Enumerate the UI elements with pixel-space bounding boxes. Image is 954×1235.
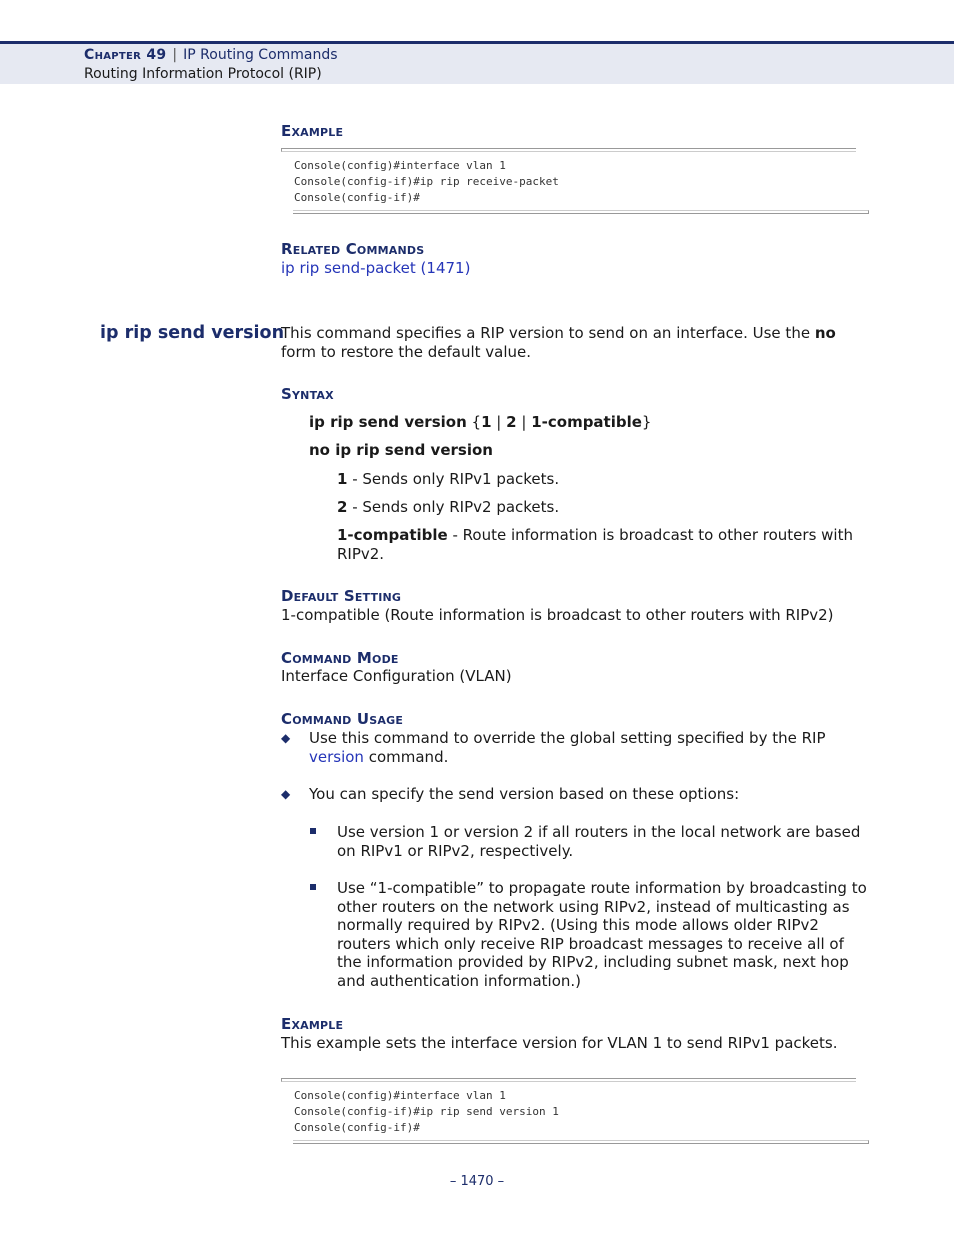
related-command-link[interactable]: ip rip send-packet (1471) [281, 259, 471, 277]
brace-open: { [471, 413, 482, 431]
diamond-bullet-icon: ◆ [281, 731, 291, 745]
code-top-border [281, 1078, 856, 1082]
page-header [0, 41, 954, 84]
command-mode-text: Interface Configuration (VLAN) [281, 667, 512, 685]
param-term: 1 [337, 470, 348, 488]
param-desc: - Sends only RIPv1 packets. [347, 470, 560, 488]
syntax-opt-2: 2 [506, 413, 517, 431]
command-mode-heading: Command Mode [281, 649, 399, 667]
usage-bullet-2: You can specify the send version based on these options: [309, 785, 740, 803]
param-desc: - Route information is broadcast to other routers with RIPv2. [337, 526, 853, 563]
version-link[interactable]: version [309, 747, 364, 766]
example-heading-1: Example [281, 122, 344, 140]
syntax-bar: | [496, 413, 502, 431]
chapter-label: Chapter 49 [84, 47, 167, 63]
usage-text-end: command. [363, 747, 449, 766]
chapter-title: IP Routing Commands [183, 47, 338, 63]
page-number: – 1470 – [449, 1174, 505, 1189]
diamond-bullet-icon: ◆ [281, 787, 291, 801]
desc-bold: no [814, 324, 836, 342]
param-1 [337, 470, 559, 489]
default-setting-text: 1-compatible (Route information is broadcast to other routers with RIPv2) [281, 606, 834, 624]
related-commands-heading: Related Commands [281, 240, 425, 258]
desc-text: This command specifies a RIP version to send on an interface. Use the [281, 324, 815, 342]
example-description: This example sets the interface version for VLAN 1 to send RIPv1 packets. [281, 1034, 838, 1052]
command-description [281, 324, 871, 361]
header-section: Routing Information Protocol (RIP) [84, 66, 322, 82]
syntax-line-2: no ip rip send version [309, 441, 493, 459]
syntax-line-1 [309, 413, 651, 432]
param-desc: - Sends only RIPv2 packets. [347, 498, 560, 516]
syntax-heading: Syntax [281, 385, 334, 403]
code-bottom-border [293, 1140, 869, 1144]
code-block-1 [281, 148, 869, 214]
square-bullet-icon [310, 884, 316, 890]
param-2 [337, 498, 559, 517]
param-term: 2 [337, 498, 348, 516]
param-3 [337, 526, 857, 563]
command-title: ip rip send version [100, 323, 285, 343]
code-lines: Console(config)#interface vlan 1 Console(config-if)#ip rip send version 1 Console(config-if)# [294, 1089, 559, 1134]
usage-sub-bullet-2: Use “1-compatible” to propagate route information by broadcasting to other routers on the network using RIPv2, instead of multicasting as normally required by RIPv2. (Using this mode allows older RIPv2 routers which only receive RIP broadcast messages to receive all of the information provided by RIPv2, including subnet mask, next hop and authentication information.) [337, 879, 867, 990]
syntax-command: ip rip send version [309, 413, 467, 431]
code-bottom-border [293, 210, 869, 214]
code-lines: Console(config)#interface vlan 1 Console(config-if)#ip rip receive-packet Console(config-if)# [294, 159, 559, 204]
command-usage-heading: Command Usage [281, 710, 404, 728]
example-heading-2: Example [281, 1015, 344, 1033]
syntax-opt-1: 1 [481, 413, 492, 431]
param-term: 1-compatible [337, 526, 448, 544]
default-setting-heading: Default Setting [281, 587, 402, 605]
code-top-border [281, 148, 856, 152]
usage-text: Use this command to override the global setting specified by the RIP [309, 729, 826, 747]
syntax-opt-3: 1-compatible [531, 413, 642, 431]
square-bullet-icon [310, 828, 316, 834]
syntax-bar: | [521, 413, 527, 431]
code-block-2 [281, 1078, 869, 1144]
brace-close: } [641, 413, 652, 431]
header-separator: | [172, 47, 178, 63]
desc-text-end: form to restore the default value. [281, 342, 532, 361]
usage-sub-bullet-1: Use version 1 or version 2 if all routers in the local network are based on RIPv1 or RIPv2, respectively. [337, 823, 861, 860]
header-chapter-line [84, 47, 338, 63]
usage-bullet-1 [309, 729, 864, 766]
